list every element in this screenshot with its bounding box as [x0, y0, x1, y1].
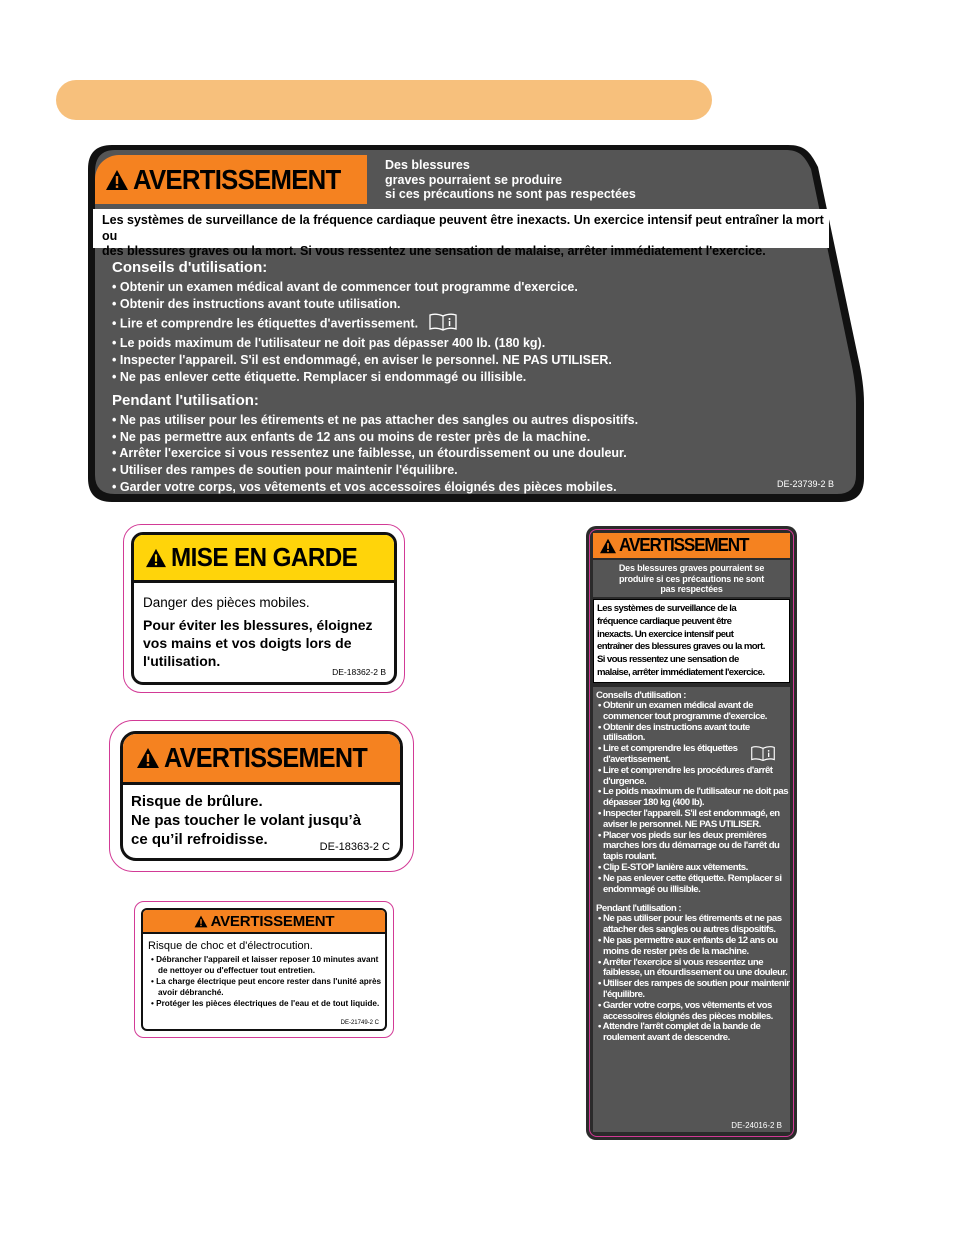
warning-line: Si vous ressentez une sensation de	[597, 654, 739, 666]
list-item	[112, 313, 812, 336]
warning-line: Les systèmes de surveillance de la fréquence cardiaque peuvent être inexacts. Un exercice intensif peut entraîner la mort ou	[102, 213, 824, 243]
section-header-bar	[56, 80, 712, 120]
instruction-line: Pour éviter les blessures, éloignez	[143, 617, 373, 633]
section-title-usage-tips: Conseils d'utilisation :	[596, 690, 686, 701]
hazard-text: Danger des pièces mobiles.	[143, 595, 310, 610]
instructions-body	[112, 259, 812, 496]
list-item: • Ne pas permettre aux enfants de 12 ans ou moins de rester près de la machine.	[598, 934, 778, 957]
list-item: • Ne pas enlever cette étiquette. Remplacer si endommagé ou illisible.	[112, 369, 527, 384]
signal-word: AVERTISSEMENT	[164, 742, 368, 773]
label-code: DE-24016-2 B	[731, 1121, 782, 1130]
list-item: • Arrêter l'exercice si vous ressentez une faiblesse, un étourdissement ou une douleur.	[112, 446, 627, 461]
label-code: DE-18363-2 C	[319, 841, 390, 853]
warning-triangle-icon	[145, 548, 167, 568]
warning-triangle-icon	[194, 915, 208, 928]
heart-rate-warning	[93, 209, 829, 258]
warning-line: des blessures graves ou la mort. Si vous ressentez une sensation de malaise, arrêter immédiatement l'exercice.	[102, 244, 766, 258]
section-title-during-use: Pendant l'utilisation :	[596, 903, 682, 915]
list-item: • Garder votre corps, vos vêtements et vos accessoires éloignés des pièces mobiles.	[112, 479, 617, 494]
list-item: • Ne pas utiliser pour les étirements et ne pas attacher des sangles ou autres dispositifs.	[112, 412, 639, 427]
instruction-line: ce qu’il refroidisse.	[131, 831, 268, 848]
list-item: • Le poids maximum de l'utilisateur ne doit pas dépasser 400 lb. (180 kg).	[112, 336, 546, 351]
hazard-text: Risque de choc et d'électrocution.	[148, 940, 313, 952]
signal-word: AVERTISSEMENT	[210, 912, 335, 930]
list-item: • Utiliser des rampes de soutien pour maintenir l'équilibre.	[112, 463, 458, 478]
warning-line: entraîner des blessures graves ou la mort.	[597, 641, 765, 653]
label-code: DE-21749-2 C	[340, 1020, 379, 1026]
warning-label-heart-rate	[88, 145, 866, 502]
subheading-line: graves pourraient se produire	[385, 172, 563, 187]
subheading-line: Des blessures graves pourraient se	[618, 563, 765, 573]
instruction-line: Ne pas toucher le volant jusqu’à	[131, 812, 362, 829]
warning-line: fréquence cardiaque peuvent être	[597, 615, 732, 627]
list-item: • Obtenir des instructions avant toute utilisation.	[112, 296, 401, 311]
signal-word: MISE EN GARDE	[171, 542, 358, 572]
warning-line: inexacts. Un exercice intensif peut	[597, 628, 734, 640]
warning-triangle-icon	[136, 747, 160, 769]
warning-label-vertical	[586, 526, 797, 1140]
signal-word-panel	[143, 910, 385, 934]
list-item: • Utiliser des rampes de soutien pour maintenir l'équilibre.	[598, 978, 790, 1000]
list-item: • Protéger les pièces électriques de l'eau et de tout liquide.	[151, 999, 380, 1008]
list-item: • Placer vos pieds sur les deux premières marches lors du démarrage ou de l'arrêt du tapis roulant.	[598, 829, 780, 863]
list-item: • Lire et comprendre les procédures d'arrêt d'urgence.	[598, 764, 773, 787]
label-code: DE-18362-2 B	[332, 667, 386, 677]
list-item	[596, 744, 790, 766]
instruction-line: l'utilisation.	[143, 653, 221, 669]
list-item: • Obtenir des instructions avant toute utilisation.	[598, 721, 750, 744]
manual-book-icon	[428, 313, 458, 336]
list-item: • Ne pas permettre aux enfants de 12 ans ou moins de rester près de la machine.	[112, 429, 591, 444]
heart-rate-warning	[593, 599, 790, 683]
hazard-subheading	[593, 560, 790, 597]
label-code: DE-23739-2 B	[776, 479, 834, 489]
warning-line: malaise, arrêter immédiatement l'exercice.	[597, 666, 765, 678]
list-item-text: • Lire et comprendre les étiquettes d'avertissement.	[112, 316, 419, 331]
warning-triangle-icon	[105, 169, 129, 191]
signal-word-panel	[95, 155, 367, 204]
section-title-usage-tips: Conseils d'utilisation:	[112, 259, 268, 276]
list-item: • Ne pas utiliser pour les étirements et ne pas attacher des sangles ou autres dispositifs.	[598, 913, 782, 936]
subheading-line: si ces précautions ne sont pas respectées	[385, 187, 636, 201]
manual-book-icon	[755, 745, 776, 766]
instructions-body	[593, 687, 790, 1132]
instruction-line: vos mains et vos doigts lors de	[143, 635, 352, 651]
caution-label-moving-parts	[123, 524, 405, 693]
signal-word: AVERTISSEMENT	[619, 535, 749, 555]
list-item: • Arrêter l'exercice si vous ressentez une faiblesse, un étourdissement ou une douleur.	[598, 956, 788, 979]
section-title-during-use: Pendant l'utilisation:	[112, 391, 259, 409]
warning-triangle-icon	[599, 538, 617, 554]
subheading-line: Des blessures	[385, 158, 470, 172]
list-item: • Garder votre corps, vos vêtements et vos accessoires éloignés des pièces mobiles.	[598, 999, 773, 1022]
list-item: • La charge électrique peut encore rester dans l'unité après avoir débranché.	[151, 977, 382, 997]
list-item: • Inspecter l'appareil. S'il est endommagé, en aviser le personnel. NE PAS UTILISER.	[112, 353, 612, 368]
list-item: • Inspecter l'appareil. S'il est endommagé, en aviser le personnel. NE PAS UTILISER.	[598, 807, 780, 830]
signal-word-panel	[134, 535, 394, 583]
warning-line: Les systèmes de surveillance de la	[597, 603, 737, 614]
list-item: • Clip E-STOP lanière aux vêtements.	[598, 861, 748, 873]
signal-word-panel	[123, 734, 400, 785]
hazard-subheading	[385, 158, 685, 202]
signal-word-panel	[593, 533, 790, 558]
list-item: • Ne pas enlever cette étiquette. Remplacer si endommagé ou illisible.	[598, 872, 782, 895]
warning-label-electric-shock	[134, 901, 394, 1038]
warning-label-burn	[109, 720, 414, 872]
subheading-line: pas respectées	[660, 584, 723, 594]
list-item: • Le poids maximum de l'utilisateur ne doit pas dépasser 180 kg (400 lb).	[598, 786, 789, 809]
list-item: • Obtenir un examen médical avant de commencer tout programme d'exercice.	[598, 700, 767, 722]
signal-word: AVERTISSEMENT	[133, 163, 341, 195]
list-item: • Obtenir un examen médical avant de commencer tout programme d'exercice.	[112, 280, 578, 294]
list-item: • Attendre l'arrêt complet de la bande de roulement avant de descendre.	[598, 1021, 761, 1044]
hazard-text: Risque de brûlure.	[131, 793, 263, 810]
list-item-text: • Lire et comprendre les étiquettes d'avertissement.	[598, 743, 738, 765]
subheading-line: produire si ces précautions ne sont	[618, 573, 765, 584]
list-item: • Débrancher l'appareil et laisser reposer 10 minutes avant de nettoyer ou d'effectuer tout entretien.	[151, 955, 379, 975]
